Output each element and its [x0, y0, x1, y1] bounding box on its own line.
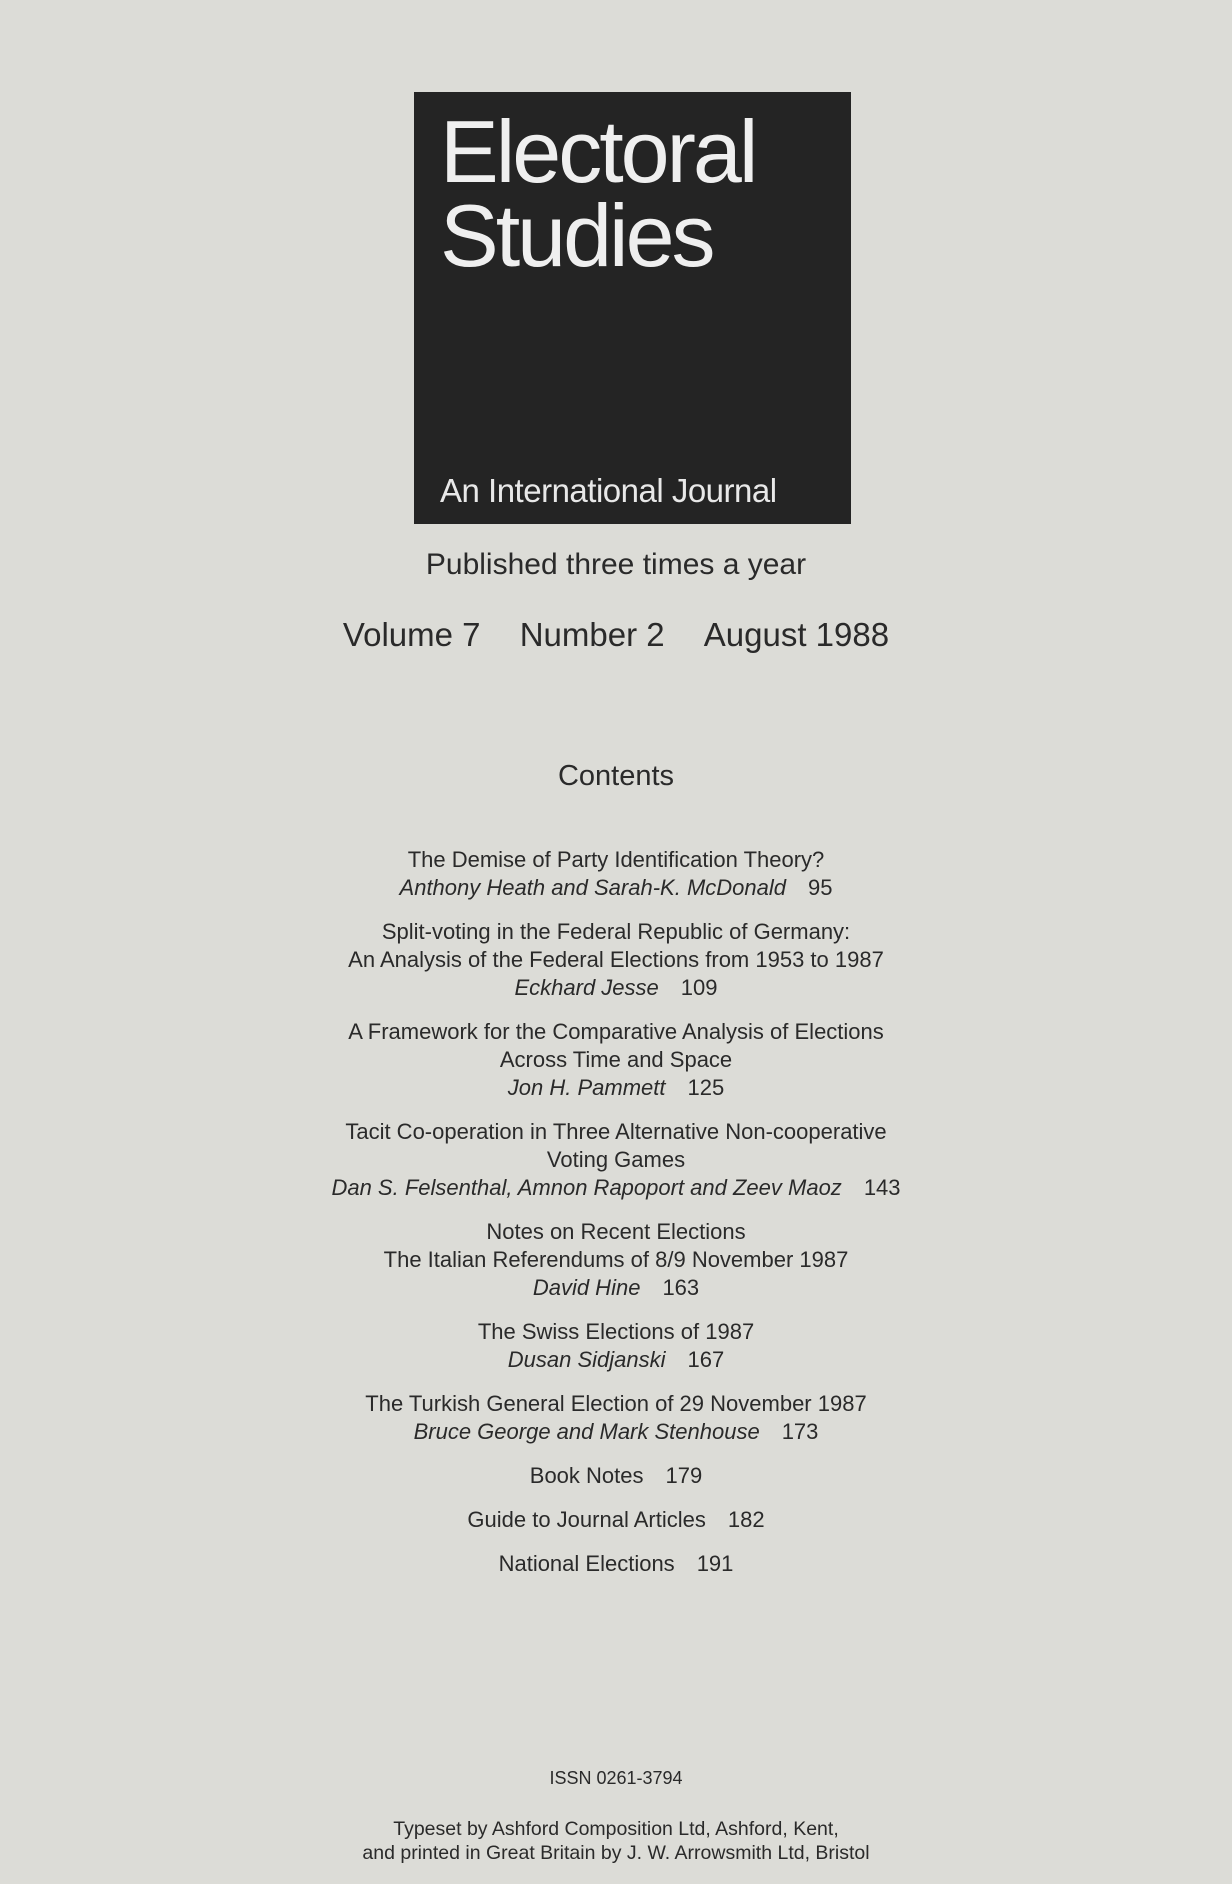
article-title: The Turkish General Election of 29 November 1987: [365, 1391, 867, 1416]
page-number: 182: [727, 1507, 765, 1532]
page-number: 173: [781, 1419, 819, 1444]
issn: ISSN 0261-3794: [549, 1768, 683, 1788]
contents-heading: Contents: [557, 760, 675, 792]
article-title-continued: Across Time and Space: [499, 1047, 733, 1072]
toc-entry: [0, 1218, 1232, 1302]
article-title: Split-voting in the Federal Republic of Germany:: [381, 919, 851, 944]
page-number: 125: [687, 1075, 725, 1100]
article-byline: [0, 1274, 1232, 1302]
article-authors: Eckhard Jesse: [514, 975, 659, 1000]
article-authors: Dan S. Felsenthal, Amnon Rapoport and Zeev Maoz: [331, 1175, 842, 1200]
article-title-continued: Voting Games: [546, 1147, 686, 1172]
article-byline: [0, 974, 1232, 1002]
issue-info: [0, 616, 1232, 654]
journal-subtitle: An International Journal: [440, 472, 777, 509]
page-number: 167: [687, 1347, 725, 1372]
article-byline: [0, 1346, 1232, 1374]
section-line: [0, 1462, 1232, 1490]
journal-logo: [414, 92, 851, 524]
journal-title-line-1: Electoral: [440, 102, 756, 201]
section-title: Book Notes: [529, 1463, 644, 1488]
article-byline: [0, 1418, 1232, 1446]
article-authors: Anthony Heath and Sarah-K. McDonald: [399, 875, 786, 900]
section-heading: Notes on Recent Elections: [486, 1219, 746, 1244]
printer-line-1: Typeset by Ashford Composition Ltd, Ashford, Kent,: [393, 1818, 839, 1840]
table-of-contents: [0, 846, 1232, 1594]
section-title: National Elections: [498, 1551, 675, 1576]
section-line: [0, 1506, 1232, 1534]
number-label: Number 2: [519, 616, 665, 653]
article-authors: Jon H. Pammett: [507, 1075, 666, 1100]
article-title: The Swiss Elections of 1987: [477, 1319, 755, 1344]
article-title: Tacit Co-operation in Three Alternative Non-cooperative: [345, 1119, 887, 1144]
toc-entry: [0, 1318, 1232, 1374]
toc-entry: [0, 1018, 1232, 1102]
article-authors: Bruce George and Mark Stenhouse: [413, 1419, 760, 1444]
toc-entry: [0, 918, 1232, 1002]
section-title: Guide to Journal Articles: [467, 1507, 706, 1532]
toc-entry: [0, 1118, 1232, 1202]
page-number: 109: [680, 975, 718, 1000]
page-number: 95: [807, 875, 833, 900]
page-number: 163: [662, 1275, 700, 1300]
toc-entry: [0, 1462, 1232, 1490]
article-title: The Demise of Party Identification Theory?: [407, 847, 825, 872]
page-number: 191: [696, 1551, 734, 1576]
article-byline: [0, 874, 1232, 902]
printer-line-2: and printed in Great Britain by J. W. Arrowsmith Ltd, Bristol: [362, 1842, 870, 1864]
issue-date: August 1988: [703, 616, 890, 653]
toc-entry: [0, 1550, 1232, 1578]
article-title: A Framework for the Comparative Analysis of Elections: [348, 1019, 884, 1044]
toc-entry: [0, 846, 1232, 902]
printer-info: [0, 1817, 1232, 1865]
section-line: [0, 1550, 1232, 1578]
article-byline: [0, 1174, 1232, 1202]
journal-title: [440, 102, 756, 285]
page-number: 143: [863, 1175, 901, 1200]
article-authors: David Hine: [532, 1275, 641, 1300]
article-title-continued: An Analysis of the Federal Elections from 1953 to 1987: [348, 947, 884, 972]
page-number: 179: [665, 1463, 703, 1488]
article-authors: Dusan Sidjanski: [507, 1347, 666, 1372]
publication-frequency: Published three times a year: [425, 548, 807, 581]
article-byline: [0, 1074, 1232, 1102]
article-title: The Italian Referendums of 8/9 November 1987: [383, 1247, 849, 1272]
toc-entry: [0, 1390, 1232, 1446]
journal-title-line-2: Studies: [440, 186, 713, 285]
toc-entry: [0, 1506, 1232, 1534]
volume-label: Volume 7: [342, 616, 481, 653]
